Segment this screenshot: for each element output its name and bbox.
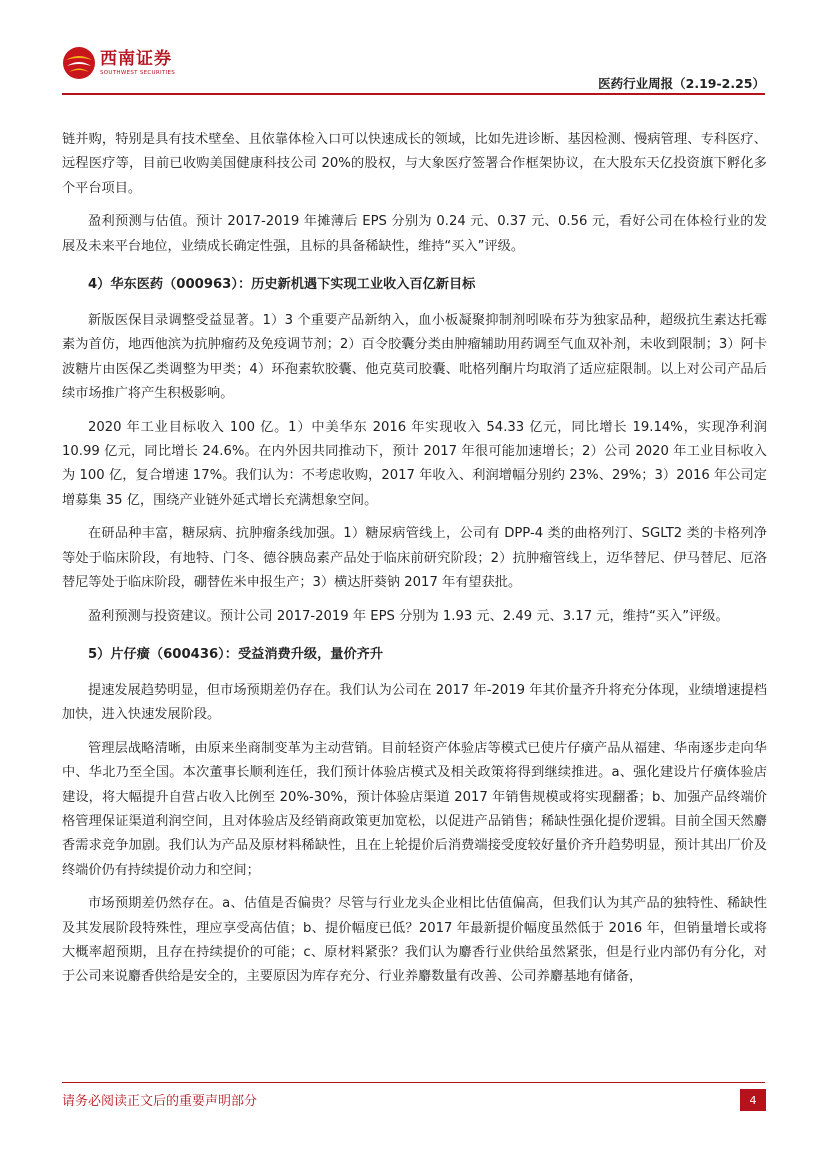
logo-english-name: SOUTHWEST SECURITIES bbox=[100, 70, 176, 76]
page-number: 4 bbox=[740, 1089, 766, 1111]
paragraph-industrial-target: 2020 年工业目标收入 100 亿。1）中美华东 2016 年实现收入 54.33 亿元，同比增长 19.14%，实现净利润 10.99 亿元，同比增长 24.6%。在内外因共同推动下，预计 2017 年很可能加速增长；2）公司 2020 年工业目标收入为 100 亿，复合增速 17%。我们认为：不考虑收购，2017 年收入、利润增幅分别约 23%、29%；3）2016 年公司定增募集 35 亿，围绕产业链外延式增长充满想象空间。 bbox=[62, 419, 767, 508]
paragraph-insurance-catalog: 新版医保目录调整受益显著。1）3 个重要产品新纳入，血小板凝聚抑制剂吲哚布芬为独家品种，超级抗生素达托霉素为首仿，地西他滨为抗肿瘤药及免疫调节剂；2）百令胶囊分类由肿瘤辅助用药调至气血双补剂，未收到限制；3）阿卡波糖片由医保乙类调整为甲类；4）环孢素软胶囊、他克莫司胶囊、吡格列酮片均取消了适应症限制。以上对公司产品后续市场推广将产生积极影响。 bbox=[62, 313, 767, 402]
company-logo bbox=[62, 46, 175, 80]
paragraph-earnings-forecast-1: 盈利预测与估值。预计 2017-2019 年摊薄后 EPS 分别为 0.24 元、0.37 元、0.56 元，看好公司在体检行业的发展及未来平台地位，业绩成长确定性强，且标的具备稀缺性，维持“买入”评级。 bbox=[62, 214, 767, 254]
report-body bbox=[62, 128, 767, 990]
paragraph-pipeline: 在研品种丰富，糖尿病、抗肿瘤条线加强。1）糖尿病管线上，公司有 DPP-4 类的曲格列汀、SGLT2 类的卡格列净等处于临床阶段，有地特、门冬、德谷胰岛素产品处于临床前研究阶段；2）抗肿瘤管线上，迈华替尼、伊马替尼、厄洛替尼等处于临床阶段，硼替佐米申报生产；3）横达肝葵钠 2017 年有望获批。 bbox=[62, 526, 767, 591]
paragraph-growth-trend: 提速发展趋势明显，但市场预期差仍存在。我们认为公司在 2017 年-2019 年其价量齐升将充分体现，业绩增速提档加快，进入快速发展阶段。 bbox=[62, 682, 767, 723]
header-divider bbox=[62, 93, 765, 95]
logo-chinese-name: 西南证券 bbox=[100, 49, 172, 69]
paragraph-continuation: 链并购，特别是具有技术壁垒、且依靠体检入口可以快速成长的领域，比如先进诊断、基因检测、慢病管理、专科医疗、远程医疗等，目前已收购美国健康科技公司 20%的股权，与大象医疗签署合作框架协议，在大股东天亿投资旗下孵化多个平台项目。 bbox=[62, 132, 767, 196]
paragraph-earnings-forecast-2: 盈利预测与投资建议。预计公司 2017-2019 年 EPS 分别为 1.93 元、2.49 元、3.17 元，维持“买入”评级。 bbox=[88, 608, 729, 624]
section-heading-pianzaihuang: 5）片仔癀（600436）：受益消费升级，量价齐升 bbox=[88, 646, 384, 662]
disclaimer-note: 请务必阅读正文后的重要声明部分 bbox=[62, 1094, 258, 1109]
paragraph-market-expectation: 市场预期差仍然存在。a、估值是否偏贵？尽管与行业龙头企业相比估值偏高，但我们认为其产品的独特性、稀缺性及其发展阶段特殊性，理应享受高估值；b、提价幅度已低？2017 年最新提价幅度虽然低于 2016 年，但销量增长或将大概率超预期，且存在持续提价的可能；c、原材料紧张？我们认为麝香行业供给虽然紧张，但是行业内部仍有分化，对于公司来说麝香供给是安全的，主要原因为库存充分、行业养麝数量有改善、公司养麝基地有储备， bbox=[62, 896, 767, 985]
footer-divider bbox=[62, 1082, 765, 1083]
logo-emblem-icon bbox=[62, 46, 96, 80]
paragraph-management-strategy: 管理层战略清晰，由原来坐商制变革为主动营销。目前轻资产体验店等模式已使片仔癀产品从福建、华南逐步走向华中、华北乃至全国。本次董事长顺利连任，我们预计体验店模式及相关政策将得到继续推进。a、强化建设片仔癀体验店建设，将大幅提升自营占收入比例至 20%-30%，预计体验店渠道 2017 年销售规模或将实现翻番；b、加强产品终端价格管理保证渠道利润空间，且对体验店及经销商政策更加宽松，以促进产品销售；稀缺性强化提价逻辑。目前全国天然麝香需求竞争加剧。我们认为产品及原材料稀缺性，且在上轮提价后消费端接受度较好量价齐升趋势明显，预计其出厂价及终端价仍有持续提价动力和空间； bbox=[62, 740, 767, 878]
report-title: 医药行业周报（2.19-2.25） bbox=[598, 76, 765, 91]
section-heading-huadong: 4）华东医药（000963）：历史新机遇下实现工业收入百亿新目标 bbox=[88, 277, 476, 293]
page-header bbox=[0, 0, 827, 100]
